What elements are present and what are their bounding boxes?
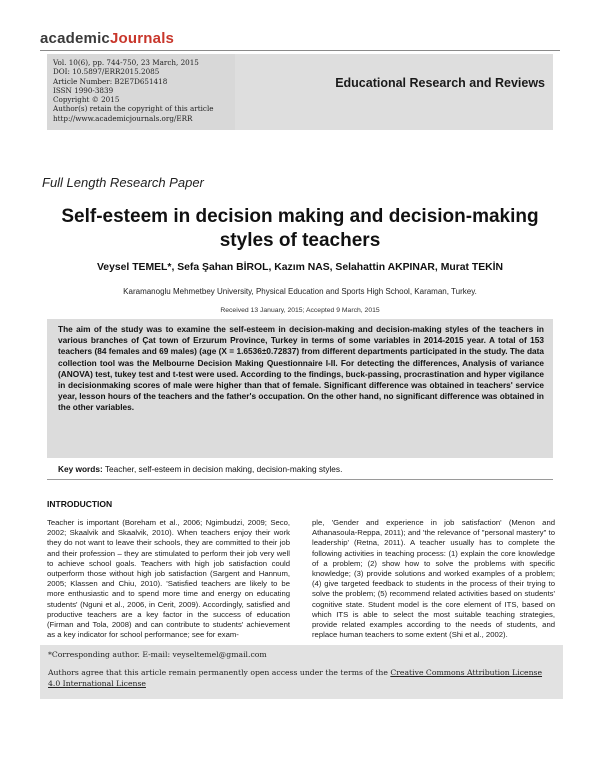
meta-doi: DOI: 10.5897/ERR2015.2085 xyxy=(53,67,160,77)
logo-part-academic: academic xyxy=(40,30,110,47)
corresponding-author[interactable]: *Corresponding author. E-mail: veyseltemel@gmail.com xyxy=(48,650,267,659)
authors: Veysel TEMEL*, Sefa Şahan BİROL, Kazım NAS, Selahattin AKPINAR, Murat TEKİN xyxy=(96,262,504,273)
logo-part-journals: Journals xyxy=(109,30,175,47)
body-left-column: Teacher is important (Boreham et al., 2006; Ngimbudzi, 2009; Seco, 2002; Skaalvik and Skaalvik, 2010). When teachers enjoy their work they do not want to leave their schools, they are committed to their job and their profession – they are stimulated to perform their job very well to achieve school goals. Teachers with high job satisfaction could outperform those without high job satisfaction (Sargent and Hannum, 2005; Klassen and Chiu, 2010). 'Satisfied teachers are likely to be more enthusiastic and to spend more time and energy on educating students' (Nguni et al., 2006, in Cerit, 2009). Accordingly, satisfied and productive teachers are a key factor in the success of education (Firman and Tola, 2008) and can contribute to students' achievement as a key indicator for school performance; see for exam- xyxy=(47,518,290,640)
paper-type: Full Length Research Paper xyxy=(42,175,204,190)
keywords-divider xyxy=(47,479,553,480)
intro-heading: INTRODUCTION xyxy=(47,499,113,509)
keywords xyxy=(58,464,342,474)
meta-copyright: Copyright © 2015 xyxy=(53,95,120,105)
received-dates: Received 13 January, 2015; Accepted 9 March, 2015 xyxy=(220,307,380,314)
abstract-text: The aim of the study was to examine the self-esteem in decision-making and decision-making styles of the teachers in various branches of Çat town of Erzurum Province, Turkey in terms of some variables in 2014-2015 year. A total of 153 teachers (84 females and 69 males) (age (X = 1.6536±0.72837) from different departments participated in the study. The data collection tool was the Melbourne Decision Making Questionnaire I-II. For detecting the differences, Analysis of variance (ANOVA) test, tukey test and t-test were used. According to the findings, buck-passing, procrastination and hyper vigilance in decisionmaking scores of male were higher than that of female. Significant difference was obtained in teachers' service year, lesson hours of the teachers and the father's occupation. On the other hand, no significant difference was obtained in the other variables. xyxy=(58,324,544,413)
meta-url[interactable]: http://www.academicjournals.org/ERR xyxy=(53,113,193,123)
article-meta-box xyxy=(47,54,235,130)
license-link[interactable]: Creative Commons Attribution License 4.0 International License xyxy=(48,667,543,688)
license-statement xyxy=(48,667,556,690)
journal-box xyxy=(235,54,553,130)
publisher-logo xyxy=(40,30,174,47)
affiliation: Karamanoglu Mehmetbey University, Physical Education and Sports High School, Karaman, Turkey. xyxy=(123,287,477,296)
paper-title: Self-esteem in decision making and decision-making styles of teachers xyxy=(61,206,539,251)
meta-issn: ISSN 1990-3839 xyxy=(53,85,114,95)
body-right-column: ple, 'Gender and experience in job satisfaction' (Menon and Athanasoula-Reppa, 2011); and 'the relevance of "personal mastery" to leadership' (Retna, 2011). A teacher usually has to complete the following activities in teaching process: (1) explain the core knowledge of a problem; (2) show how to solve the problems with specific knowledge; (3) provide solutions and worked examples of a problem; (4) give targeted feedback to students in the process of their trying to solve the problem; (5) recommend related activities based on students' cognitive state. Student model is the core element of ITS, based on which ITS is able to select the most suitable teaching strategies, provide related examples according to the needs of students, and replace human teachers to some extent (Shi et al., 2002). xyxy=(312,518,555,640)
meta-rights: Author(s) retain the copyright of this article xyxy=(53,104,214,114)
license-text: Authors agree that this article remain permanently open access under the terms of the xyxy=(48,667,391,677)
header-divider xyxy=(40,50,560,51)
keywords-text: Teacher, self-esteem in decision making, decision-making styles. xyxy=(104,464,343,474)
journal-name: Educational Research and Reviews xyxy=(335,76,545,90)
meta-volume: Vol. 10(6), pp. 744-750, 23 March, 2015 xyxy=(53,58,199,67)
keywords-label: Key words: xyxy=(58,464,103,474)
meta-article-number: Article Number: B2E7D651418 xyxy=(53,76,168,86)
footer xyxy=(48,649,556,696)
